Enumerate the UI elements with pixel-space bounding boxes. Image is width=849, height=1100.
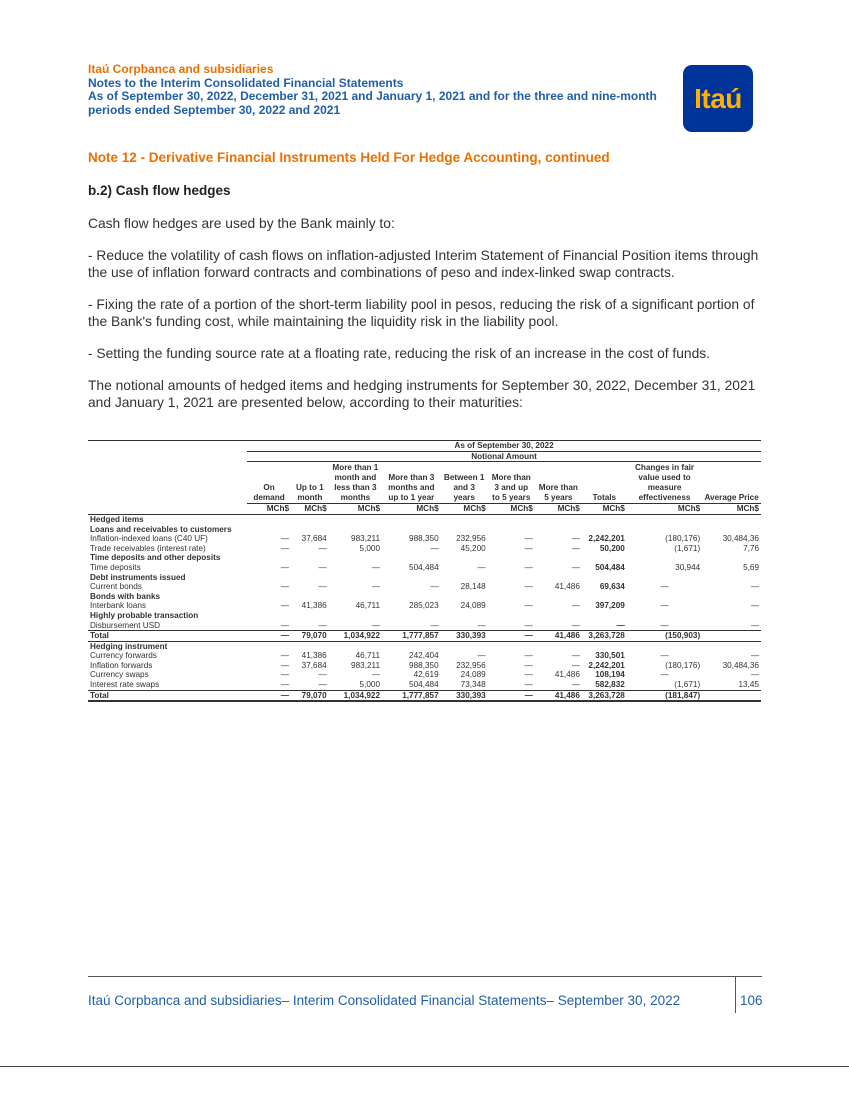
footer-page-divider bbox=[735, 976, 736, 1013]
table-title: As of September 30, 2022 bbox=[247, 441, 761, 452]
row-label: Current bonds bbox=[90, 582, 142, 592]
cell-value: — bbox=[371, 582, 381, 592]
section-label: Hedging instrument bbox=[90, 641, 168, 651]
section-label: Highly probable transaction bbox=[90, 610, 199, 620]
cell-value: — bbox=[280, 562, 290, 572]
company-name: Itaú Corpbanca and subsidiaries bbox=[88, 62, 274, 76]
unit-row bbox=[88, 504, 761, 515]
cell-value: 24,089 bbox=[460, 601, 486, 611]
table-row bbox=[88, 563, 761, 573]
cell-value: — bbox=[524, 543, 533, 553]
cell-value: — bbox=[430, 543, 439, 553]
loans-section bbox=[88, 525, 761, 535]
header-period: As of September 30, 2022, December 31, 2021 and January 1, 2021 and for the three and nine-month periods ended September 30, 2022 and 2021 bbox=[88, 89, 657, 117]
cell-value: 13,45 bbox=[738, 680, 759, 690]
cell-value: (180,176) bbox=[665, 534, 701, 544]
row-label: Currency forwards bbox=[90, 651, 157, 661]
cell-value: — bbox=[318, 582, 327, 592]
cell-value: (1,671) bbox=[674, 543, 701, 553]
cell-value: 69,634 bbox=[599, 582, 625, 592]
empty-cell bbox=[488, 641, 535, 651]
cell-value: 30,484,36 bbox=[722, 534, 759, 544]
cell-value: — bbox=[571, 620, 580, 630]
column-header: Changes in fair value used to measure effectiveness bbox=[634, 463, 695, 502]
cell-value: 988,350 bbox=[409, 660, 439, 670]
cell-value: — bbox=[247, 631, 291, 642]
column-header: More than 1 month and less than 3 months bbox=[332, 463, 379, 502]
column-header-row bbox=[88, 462, 761, 504]
empty-cell bbox=[291, 525, 329, 535]
cell-value: — bbox=[488, 631, 535, 642]
hedged-items-header bbox=[88, 514, 761, 524]
cell-value: 1,777,857 bbox=[382, 631, 441, 642]
cell-value: 330,393 bbox=[441, 690, 488, 701]
empty-cell bbox=[247, 514, 291, 524]
document-header bbox=[88, 63, 668, 117]
cell-value: — bbox=[571, 651, 580, 661]
cell-value: — bbox=[477, 651, 486, 661]
empty-cell bbox=[535, 573, 582, 583]
empty-cell bbox=[329, 514, 382, 524]
cell-value: — bbox=[280, 534, 290, 544]
empty-cell bbox=[247, 553, 291, 563]
cell-value: 2,242,201 bbox=[588, 534, 625, 544]
cell-value: — bbox=[318, 543, 327, 553]
column-header: Up to 1 month bbox=[295, 482, 324, 502]
cell-value: 79,070 bbox=[291, 690, 329, 701]
cell-value: 5,69 bbox=[743, 562, 759, 572]
cell-value: 1,777,857 bbox=[382, 690, 441, 701]
unit-label: MCh$ bbox=[488, 504, 535, 515]
table-row bbox=[88, 582, 761, 592]
hedging-instrument-header bbox=[88, 641, 761, 651]
column-header: Average Price bbox=[704, 492, 759, 502]
cell-value: — bbox=[571, 534, 580, 544]
empty-cell bbox=[535, 611, 582, 621]
cell-value: 3,263,728 bbox=[582, 690, 627, 701]
empty-cell bbox=[702, 611, 761, 621]
cell-value: 504,484 bbox=[595, 562, 625, 572]
empty-cell bbox=[441, 553, 488, 563]
row-label: Total bbox=[88, 631, 247, 642]
cell-value: — bbox=[430, 620, 439, 630]
table-row bbox=[88, 680, 761, 690]
cell-value: 983,211 bbox=[351, 660, 381, 670]
empty-cell bbox=[382, 514, 441, 524]
table-title-row bbox=[88, 441, 761, 452]
cell-value: 41,386 bbox=[301, 651, 327, 661]
empty-cell bbox=[441, 592, 488, 602]
cell-value: — bbox=[371, 670, 381, 680]
section-label: Loans and receivables to customers bbox=[90, 524, 232, 534]
table-blank-cell bbox=[88, 451, 247, 462]
cell-value: 232,956 bbox=[456, 534, 486, 544]
footer-text: Itaú Corpbanca and subsidiaries– Interim Consolidated Financial Statements– September 30, 2022 bbox=[88, 993, 681, 1008]
cell-value: 30,484,36 bbox=[722, 660, 759, 670]
empty-cell bbox=[582, 611, 627, 621]
cell-value: — bbox=[477, 620, 486, 630]
table-row bbox=[88, 621, 761, 631]
cell-value: — bbox=[430, 582, 439, 592]
empty-cell bbox=[382, 573, 441, 583]
cell-value: — bbox=[524, 534, 533, 544]
empty-cell bbox=[535, 592, 582, 602]
cell-value: — bbox=[571, 680, 580, 690]
table-row bbox=[88, 670, 761, 680]
row-label: Time deposits bbox=[90, 562, 141, 572]
row-label: Inflation-indexed loans (C40 UF) bbox=[90, 534, 208, 544]
cell-value: — bbox=[280, 651, 290, 661]
empty-cell bbox=[702, 553, 761, 563]
cell-value: 3,263,728 bbox=[582, 631, 627, 642]
paragraph-funding-source: - Setting the funding source rate at a floating rate, reducing the risk of an increase in the cost of funds. bbox=[88, 346, 710, 361]
cell-value: 397,209 bbox=[595, 601, 625, 611]
row-label: Interest rate swaps bbox=[90, 680, 160, 690]
empty-cell bbox=[488, 514, 535, 524]
row-label: Interbank loans bbox=[90, 601, 146, 611]
table-subtitle-row bbox=[88, 451, 761, 462]
empty-cell bbox=[291, 553, 329, 563]
cell-value: — bbox=[571, 660, 580, 670]
cell-value: — bbox=[477, 562, 486, 572]
cell-value: 2,242,201 bbox=[588, 660, 625, 670]
cell-value: — bbox=[280, 680, 290, 690]
cell-value: — bbox=[660, 670, 669, 680]
empty-cell bbox=[329, 592, 382, 602]
deposits-section bbox=[88, 553, 761, 563]
cell-value: — bbox=[571, 601, 580, 611]
empty-cell bbox=[247, 641, 291, 651]
empty-cell bbox=[382, 592, 441, 602]
empty-cell bbox=[441, 525, 488, 535]
empty-cell bbox=[702, 573, 761, 583]
unit-label: MCh$ bbox=[291, 504, 329, 515]
cell-value: 285,023 bbox=[409, 601, 439, 611]
cell-value: 5,000 bbox=[359, 680, 381, 690]
cell-value: — bbox=[280, 601, 290, 611]
cell-value: — bbox=[318, 680, 327, 690]
page-number: 106 bbox=[740, 993, 763, 1008]
cell-value: 330,393 bbox=[441, 631, 488, 642]
empty-cell bbox=[291, 514, 329, 524]
cell-value: — bbox=[750, 670, 759, 680]
empty-cell bbox=[291, 611, 329, 621]
empty-cell bbox=[247, 525, 291, 535]
cell-value: 41,486 bbox=[554, 582, 580, 592]
cell-value: — bbox=[280, 660, 290, 670]
cell-value: — bbox=[524, 680, 533, 690]
cell-value: 330,501 bbox=[595, 651, 625, 661]
empty-cell bbox=[627, 525, 702, 535]
empty-cell bbox=[488, 592, 535, 602]
cell-value: — bbox=[280, 582, 290, 592]
empty-cell bbox=[582, 573, 627, 583]
unit-label: MCh$ bbox=[702, 504, 761, 515]
cell-value bbox=[702, 690, 761, 701]
empty-cell bbox=[702, 514, 761, 524]
unit-label: MCh$ bbox=[582, 504, 627, 515]
table-row bbox=[88, 631, 761, 642]
cell-value bbox=[702, 631, 761, 642]
section-label: Time deposits and other deposits bbox=[90, 553, 221, 563]
column-header: On demand bbox=[253, 482, 285, 502]
paragraph-intro: Cash flow hedges are used by the Bank mainly to: bbox=[88, 216, 395, 231]
column-header: More than 5 years bbox=[538, 482, 578, 502]
cell-value: — bbox=[280, 620, 290, 630]
cell-value: 50,200 bbox=[599, 543, 625, 553]
cell-value: — bbox=[524, 651, 533, 661]
table-subtitle: Notional Amount bbox=[247, 451, 761, 462]
row-label: Disbursement USD bbox=[90, 620, 161, 630]
cell-value: — bbox=[318, 562, 327, 572]
header-subtitle: Notes to the Interim Consolidated Financial Statements bbox=[88, 75, 404, 90]
cell-value: — bbox=[524, 620, 533, 630]
debt-section bbox=[88, 573, 761, 583]
empty-cell bbox=[247, 592, 291, 602]
table-row bbox=[88, 661, 761, 671]
cell-value: (181,847) bbox=[627, 690, 702, 701]
table-blank-cell bbox=[88, 462, 247, 504]
empty-cell bbox=[627, 641, 702, 651]
empty-cell bbox=[702, 592, 761, 602]
empty-cell bbox=[291, 592, 329, 602]
empty-cell bbox=[702, 525, 761, 535]
paragraph-fixing-rate: - Fixing the rate of a portion of the short-term liability pool in pesos, reducing the risk of a significant portion of the Bank's funding cost, while maintaining the liquidity risk in the liability pool. bbox=[88, 297, 755, 329]
note-title: Note 12 - Derivative Financial Instruments Held For Hedge Accounting, continued bbox=[88, 150, 610, 165]
footer-divider bbox=[88, 976, 762, 977]
cell-value: — bbox=[571, 543, 580, 553]
cell-value: 24,089 bbox=[460, 670, 486, 680]
cell-value: — bbox=[371, 620, 381, 630]
empty-cell bbox=[582, 525, 627, 535]
empty-cell bbox=[627, 611, 702, 621]
unit-label: MCh$ bbox=[535, 504, 582, 515]
cell-value: 41,486 bbox=[535, 690, 582, 701]
cell-value: — bbox=[524, 562, 533, 572]
empty-cell bbox=[582, 592, 627, 602]
cell-value: — bbox=[371, 562, 381, 572]
cell-value: — bbox=[660, 582, 669, 592]
empty-cell bbox=[441, 514, 488, 524]
empty-cell bbox=[329, 573, 382, 583]
cell-value: — bbox=[524, 660, 533, 670]
empty-cell bbox=[291, 641, 329, 651]
cell-value: — bbox=[571, 562, 580, 572]
section-label: Hedged items bbox=[90, 514, 144, 524]
cell-value: 1,034,922 bbox=[329, 631, 382, 642]
table-row bbox=[88, 534, 761, 544]
cell-value: 30,944 bbox=[675, 562, 701, 572]
cell-value: 45,200 bbox=[460, 543, 486, 553]
probable-transaction-section bbox=[88, 611, 761, 621]
empty-cell bbox=[247, 611, 291, 621]
empty-cell bbox=[329, 611, 382, 621]
cell-value: 73,348 bbox=[460, 680, 486, 690]
cell-value: 504,484 bbox=[409, 562, 439, 572]
cell-value: — bbox=[524, 601, 533, 611]
cell-value: — bbox=[247, 690, 291, 701]
page-bottom-rule bbox=[0, 1066, 849, 1067]
cell-value: (150,903) bbox=[627, 631, 702, 642]
cell-value: — bbox=[750, 651, 759, 661]
itau-logo: Itaú bbox=[683, 65, 753, 132]
cell-value: 108,194 bbox=[595, 670, 625, 680]
cell-value: 232,956 bbox=[456, 660, 486, 670]
cell-value: 1,034,922 bbox=[329, 690, 382, 701]
cell-value: 582,832 bbox=[595, 680, 625, 690]
cell-value: — bbox=[750, 620, 759, 630]
cell-value: — bbox=[660, 651, 669, 661]
empty-cell bbox=[627, 514, 702, 524]
empty-cell bbox=[291, 573, 329, 583]
empty-cell bbox=[535, 553, 582, 563]
cell-value: — bbox=[524, 582, 533, 592]
empty-cell bbox=[488, 525, 535, 535]
cell-value: — bbox=[660, 620, 669, 630]
cell-value: (1,671) bbox=[674, 680, 701, 690]
cell-value: 983,211 bbox=[351, 534, 381, 544]
unit-label: MCh$ bbox=[627, 504, 702, 515]
column-header: Between 1 and 3 years bbox=[443, 472, 485, 502]
unit-label: MCh$ bbox=[382, 504, 441, 515]
table-row bbox=[88, 601, 761, 611]
cell-value: 7,76 bbox=[743, 543, 759, 553]
section-label: Debt instruments issued bbox=[90, 572, 186, 582]
cell-value: 988,350 bbox=[409, 534, 439, 544]
cell-value: 5,000 bbox=[359, 543, 381, 553]
empty-cell bbox=[582, 514, 627, 524]
empty-cell bbox=[382, 553, 441, 563]
section-label: Bonds with banks bbox=[90, 591, 161, 601]
cell-value: 28,148 bbox=[460, 582, 486, 592]
table-blank-cell bbox=[88, 441, 247, 452]
empty-cell bbox=[441, 641, 488, 651]
cell-value: 41,486 bbox=[535, 631, 582, 642]
cell-value: 46,711 bbox=[355, 651, 381, 661]
table-row bbox=[88, 690, 761, 701]
paragraph-notional-intro: The notional amounts of hedged items and hedging instruments for September 30, 2022, December 31, 2021 and January 1, 2021 are presented below, according to their maturities: bbox=[88, 378, 756, 410]
column-header: Totals bbox=[592, 492, 617, 502]
empty-cell bbox=[627, 573, 702, 583]
row-label: Total bbox=[88, 690, 247, 701]
empty-cell bbox=[329, 641, 382, 651]
empty-cell bbox=[488, 573, 535, 583]
cell-value: 242,404 bbox=[409, 651, 439, 661]
cell-value: — bbox=[280, 670, 290, 680]
empty-cell bbox=[535, 514, 582, 524]
empty-cell bbox=[382, 641, 441, 651]
empty-cell bbox=[329, 553, 382, 563]
empty-cell bbox=[441, 611, 488, 621]
empty-cell bbox=[382, 525, 441, 535]
cell-value: 504,484 bbox=[409, 680, 439, 690]
unit-label: MCh$ bbox=[441, 504, 488, 515]
row-label: Trade receivables (interest rate) bbox=[90, 543, 206, 553]
empty-cell bbox=[488, 553, 535, 563]
empty-cell bbox=[582, 553, 627, 563]
unit-label: MCh$ bbox=[247, 504, 291, 515]
cell-value: — bbox=[750, 582, 759, 592]
cell-value: (180,176) bbox=[665, 660, 701, 670]
empty-cell bbox=[441, 573, 488, 583]
cell-value: 37,684 bbox=[301, 534, 327, 544]
cell-value: — bbox=[318, 670, 327, 680]
table-row bbox=[88, 651, 761, 661]
empty-cell bbox=[535, 641, 582, 651]
cell-value: 79,070 bbox=[291, 631, 329, 642]
cell-value: 42,619 bbox=[413, 670, 439, 680]
empty-cell bbox=[582, 641, 627, 651]
empty-cell bbox=[329, 525, 382, 535]
empty-cell bbox=[627, 592, 702, 602]
cell-value: — bbox=[280, 543, 290, 553]
empty-cell bbox=[627, 553, 702, 563]
unit-label: MCh$ bbox=[329, 504, 382, 515]
cell-value: 41,486 bbox=[554, 670, 580, 680]
row-label: Inflation forwards bbox=[90, 660, 153, 670]
cell-value: 46,711 bbox=[355, 601, 381, 611]
cell-value: — bbox=[524, 670, 533, 680]
cell-value: — bbox=[750, 601, 759, 611]
empty-cell bbox=[382, 611, 441, 621]
empty-cell bbox=[535, 525, 582, 535]
cell-value: — bbox=[318, 620, 327, 630]
paragraph-reduce-volatility: - Reduce the volatility of cash flows on inflation-adjusted Interim Statement of Financial Position items through the use of inflation forward contracts and combinations of peso and index-linked swap contracts. bbox=[88, 248, 759, 280]
section-title: b.2) Cash flow hedges bbox=[88, 183, 231, 198]
cell-value: — bbox=[616, 620, 625, 630]
cell-value: — bbox=[488, 690, 535, 701]
empty-cell bbox=[488, 611, 535, 621]
empty-cell bbox=[247, 573, 291, 583]
cell-value: 37,684 bbox=[301, 660, 327, 670]
cell-value: 41,386 bbox=[301, 601, 327, 611]
cell-value: — bbox=[660, 601, 669, 611]
empty-cell bbox=[702, 641, 761, 651]
column-header: More than 3 and up to 5 years bbox=[491, 472, 531, 502]
column-header: More than 3 months and up to 1 year bbox=[388, 472, 435, 502]
row-label: Currency swaps bbox=[90, 670, 149, 680]
notional-amounts-table bbox=[88, 440, 761, 702]
banks-section bbox=[88, 592, 761, 602]
table-blank-cell bbox=[88, 504, 247, 515]
table-row bbox=[88, 544, 761, 554]
